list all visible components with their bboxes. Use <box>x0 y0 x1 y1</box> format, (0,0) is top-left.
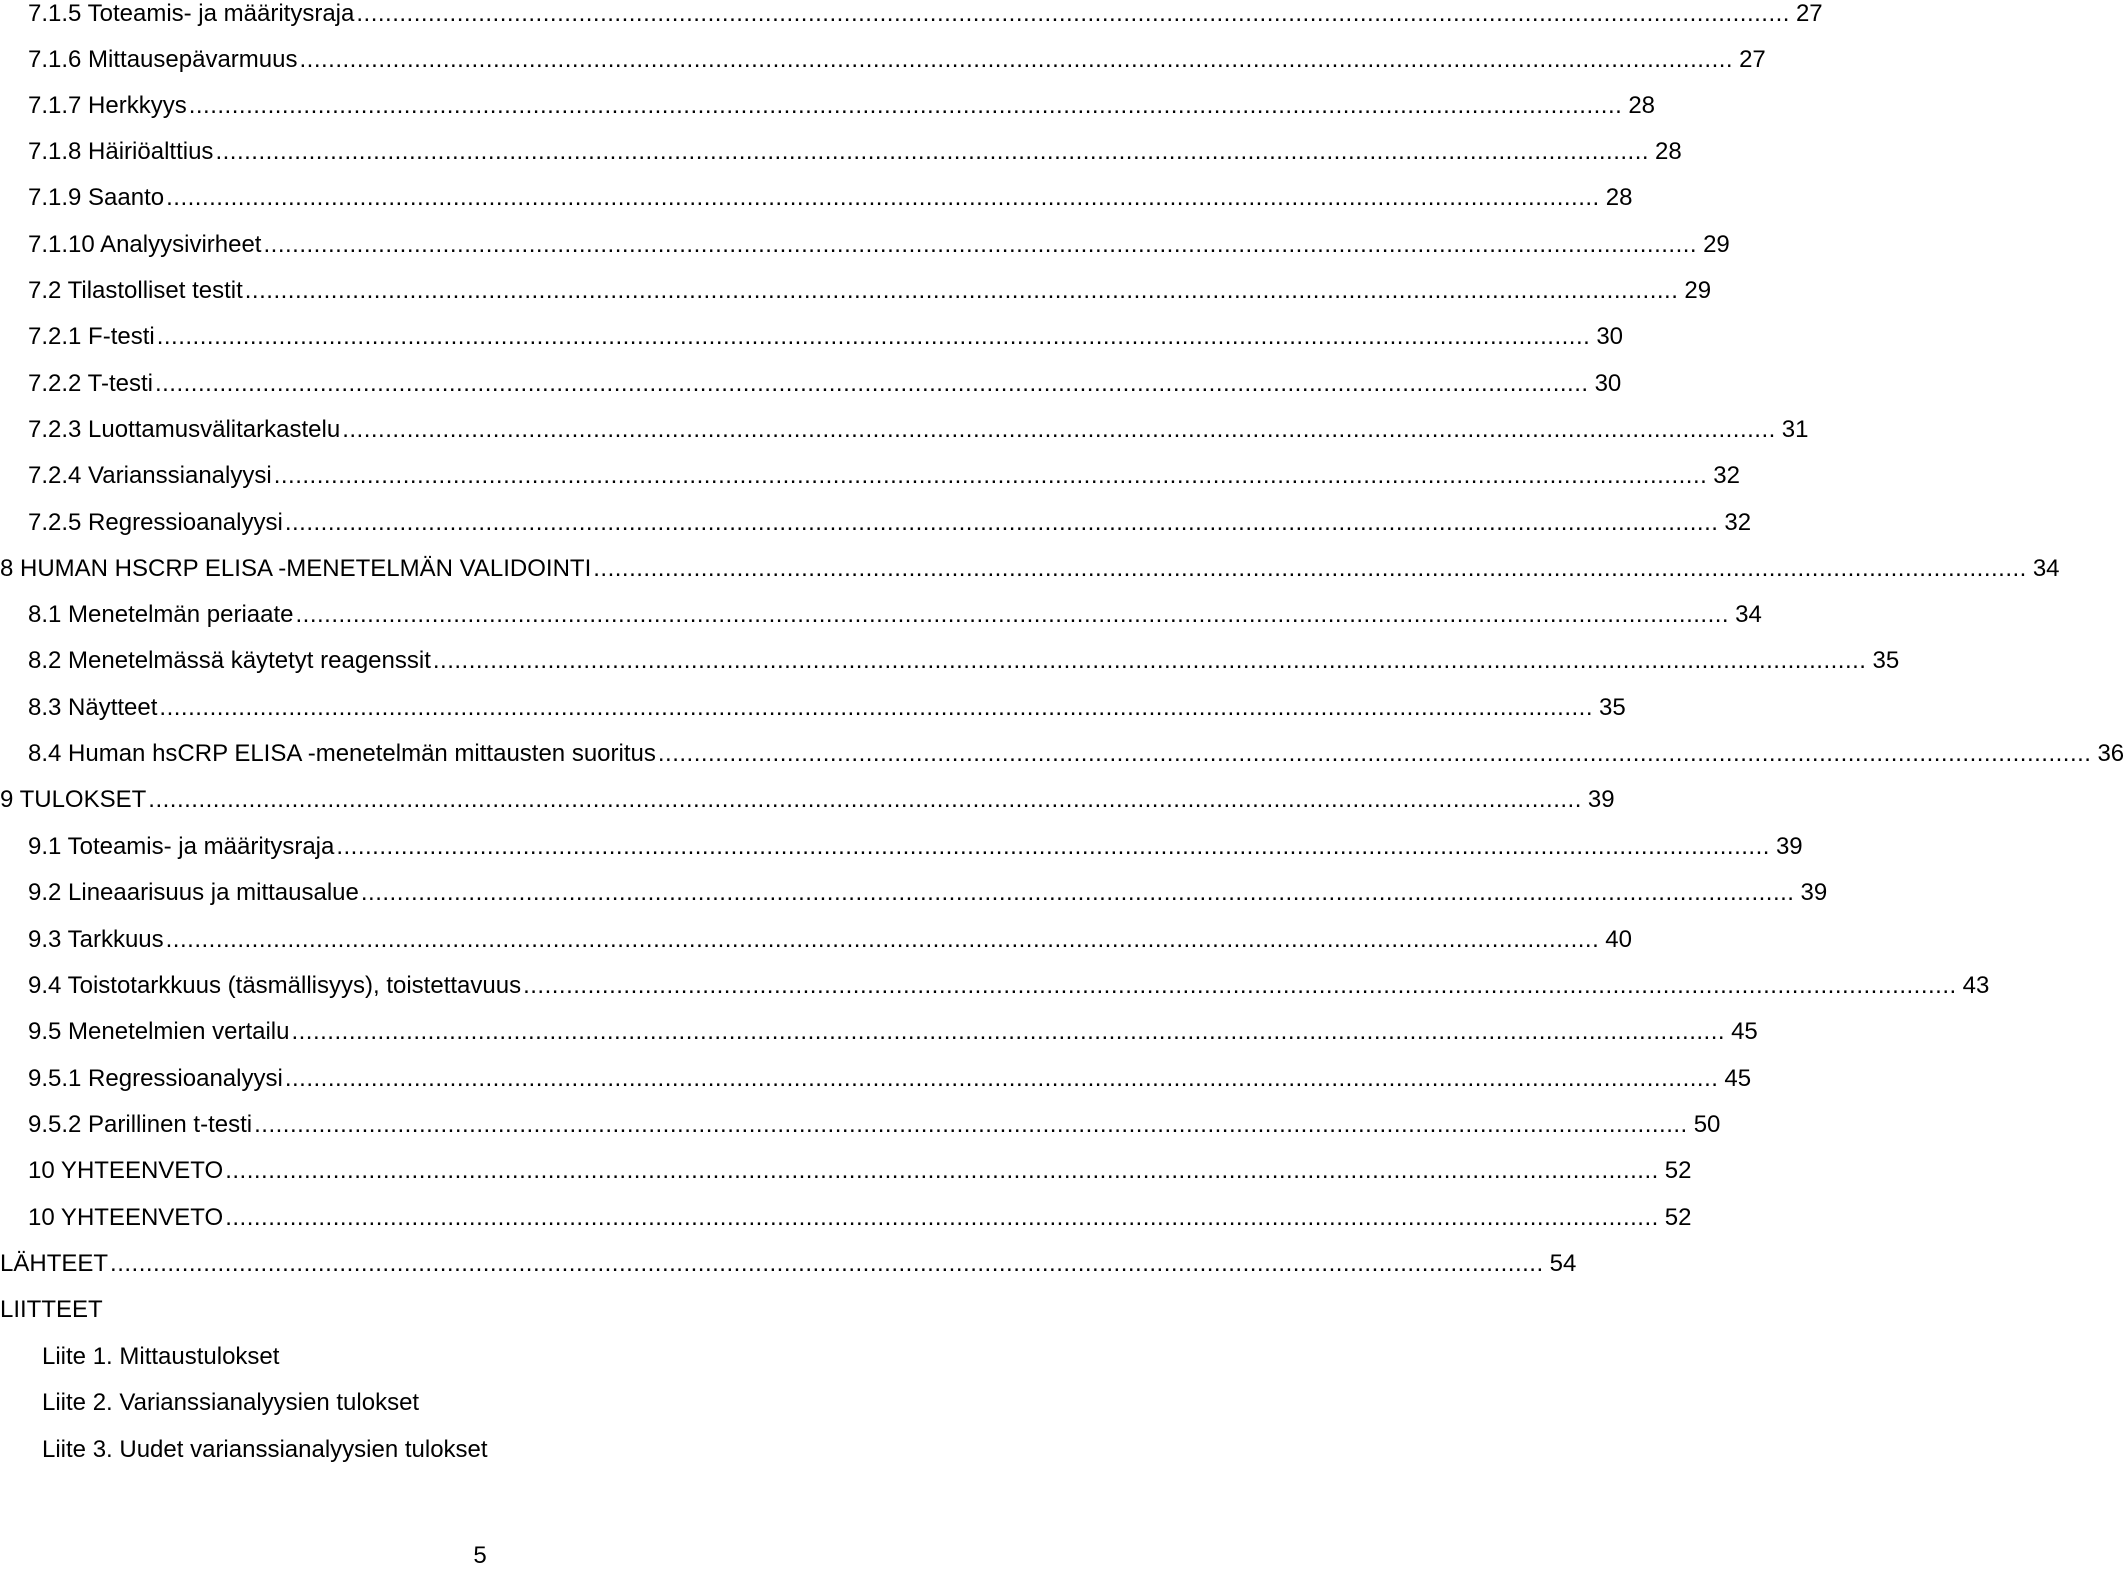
toc-entry <box>28 462 1740 494</box>
toc-entry <box>0 1250 1577 1282</box>
toc-entry-page: 34 <box>1735 601 1762 628</box>
toc-entry-label: 9.5 Menetelmien vertailu <box>28 1018 290 1045</box>
attachment-item: Liite 1. Mittaustulokset <box>42 1343 280 1370</box>
toc-entry-page: 32 <box>1713 462 1740 489</box>
toc-entry-label: LÄHTEET <box>0 1250 109 1277</box>
toc-entry-label: 9.2 Lineaarisuus ja mittausalue <box>28 879 359 906</box>
toc-entry-page: 27 <box>1739 46 1766 73</box>
toc-entry <box>28 370 1622 402</box>
dot-leader: ........................................................................................................................................................................................................ <box>523 972 1957 999</box>
toc-entry <box>28 509 1752 541</box>
toc-entry-label: 9 TULOKSET <box>0 786 147 813</box>
toc-entry-page: 39 <box>1800 879 1828 906</box>
toc-entry-page: 29 <box>1703 231 1730 258</box>
toc-entry-label: 9.3 Tarkkuus <box>28 926 164 953</box>
toc-entry-label: 7.2.1 F-testi <box>28 323 155 350</box>
dot-leader: ........................................................................................................................................................................................................ <box>225 1157 1659 1184</box>
toc-entry <box>28 46 1766 78</box>
toc-entry-page: 39 <box>1775 833 1803 860</box>
toc-entry <box>28 1157 1692 1189</box>
dot-leader: ........................................................................................................................................................................................................ <box>263 231 1698 258</box>
dot-leader: ........................................................................................................................................................................................................ <box>254 1111 1688 1138</box>
dot-leader: ........................................................................................................................................................................................................ <box>336 833 1770 860</box>
toc-entry <box>28 92 1656 124</box>
toc-entry-label: 10 YHTEENVETO <box>28 1204 224 1231</box>
dot-leader: ........................................................................................................................................................................................................ <box>148 786 1582 813</box>
toc-entry <box>28 231 1730 263</box>
dot-leader: ........................................................................................................................................................................................................ <box>273 462 1708 489</box>
dot-leader: ........................................................................................................................................................................................................ <box>154 370 1589 397</box>
toc-entry-label: 8.3 Näytteet <box>28 694 158 721</box>
toc-entry-label: 9.1 Toteamis- ja määritysraja <box>28 833 335 860</box>
toc-entry <box>28 972 1990 1004</box>
toc-entry <box>28 833 1803 865</box>
toc-entry-page: 54 <box>1549 1250 1577 1277</box>
toc-entry-page: 28 <box>1605 184 1633 211</box>
dot-leader: ........................................................................................................................................................................................................ <box>342 416 1776 443</box>
dot-leader: ........................................................................................................................................................................................................ <box>166 184 1600 211</box>
toc-entry-label: 8.1 Menetelmän periaate <box>28 601 294 628</box>
toc-entry-page: 52 <box>1664 1157 1692 1184</box>
toc-entry <box>28 1018 1758 1050</box>
toc-entry-label: 9.4 Toistotarkkuus (täsmällisyys), toistettavuus <box>28 972 522 999</box>
dot-leader: ........................................................................................................................................................................................................ <box>188 92 1623 119</box>
toc-entry <box>28 1204 1692 1236</box>
toc-entry-label: 7.2.2 T-testi <box>28 370 153 397</box>
dot-leader: ........................................................................................................................................................................................................ <box>165 926 1600 953</box>
toc-entry-page: 52 <box>1664 1204 1692 1231</box>
dot-leader: ........................................................................................................................................................................................................ <box>244 277 1679 304</box>
toc-entry-page: 32 <box>1724 509 1752 536</box>
toc-entry-label: 7.1.9 Saanto <box>28 184 165 211</box>
toc-entry-label: 7.1.10 Analyysivirheet <box>28 231 262 258</box>
toc-entry-page: 45 <box>1724 1065 1752 1092</box>
attachments-heading: LIITTEET <box>0 1296 103 1323</box>
dot-leader: ........................................................................................................................................................................................................ <box>215 138 1650 165</box>
toc-entry <box>28 879 1828 911</box>
toc-entry-page: 28 <box>1628 92 1656 119</box>
toc-entry-page: 35 <box>1872 647 1900 674</box>
toc-entry <box>28 416 1809 448</box>
toc-entry-page: 40 <box>1605 926 1632 953</box>
toc-entry <box>28 138 1682 170</box>
toc-entry-label: 8 HUMAN HSCRP ELISA -MENETELMÄN VALIDOINTI <box>0 555 592 582</box>
toc-entry <box>28 0 1823 32</box>
toc-entry <box>28 323 1624 355</box>
toc-entry-label: 9.5.2 Parillinen t-testi <box>28 1111 253 1138</box>
dot-leader: ........................................................................................................................................................................................................ <box>356 0 1790 27</box>
toc-entry-page: 30 <box>1596 323 1624 350</box>
toc-entry <box>0 786 1615 818</box>
toc-entry-label: 7.1.8 Häiriöalttius <box>28 138 214 165</box>
toc-entry-label: 7.2.5 Regressioanalyysi <box>28 509 283 536</box>
dot-leader: ........................................................................................................................................................................................................ <box>291 1018 1726 1045</box>
attachment-item: Liite 2. Varianssianalyysien tulokset <box>42 1389 420 1416</box>
dot-leader: ........................................................................................................................................................................................................ <box>284 509 1719 536</box>
toc-entry-label: 7.1.6 Mittausepävarmuus <box>28 46 298 73</box>
page-number: 5 <box>473 1542 487 1569</box>
toc-entry-page: 50 <box>1693 1111 1721 1138</box>
toc-entry-page: 31 <box>1781 416 1809 443</box>
toc-entry-label: 8.4 Human hsCRP ELISA -menetelmän mittausten suoritus <box>28 740 656 767</box>
toc-entry <box>0 555 2060 587</box>
toc-entry-page: 43 <box>1962 972 1990 999</box>
toc-entry-page: 29 <box>1684 277 1712 304</box>
toc-entry <box>28 1111 1721 1143</box>
toc-entry-label: 7.2.4 Varianssianalyysi <box>28 462 272 489</box>
dot-leader: ........................................................................................................................................................................................................ <box>432 647 1867 674</box>
dot-leader: ........................................................................................................................................................................................................ <box>225 1204 1659 1231</box>
toc-entry <box>28 601 1762 633</box>
toc-entry-label: 7.1.5 Toteamis- ja määritysraja <box>28 0 355 27</box>
toc-entry <box>28 694 1626 726</box>
dot-leader: ........................................................................................................................................................................................................ <box>159 694 1594 721</box>
toc-entry-page: 30 <box>1594 370 1622 397</box>
dot-leader: ........................................................................................................................................................................................................ <box>295 601 1730 628</box>
toc-entry-page: 35 <box>1599 694 1626 721</box>
dot-leader: ........................................................................................................................................................................................................ <box>284 1065 1719 1092</box>
dot-leader: ........................................................................................................................................................................................................ <box>360 879 1795 906</box>
toc-entry-page: 34 <box>2032 555 2060 582</box>
toc-entry-page: 28 <box>1655 138 1682 165</box>
toc-entry-label: 7.2 Tilastolliset testit <box>28 277 243 304</box>
toc-entry-label: 9.5.1 Regressioanalyysi <box>28 1065 283 1092</box>
dot-leader: ........................................................................................................................................................................................................ <box>657 740 2092 767</box>
dot-leader: ........................................................................................................................................................................................................ <box>593 555 2027 582</box>
toc-entry <box>28 647 1900 679</box>
toc-entry <box>28 926 1632 958</box>
toc-entry-page: 45 <box>1731 1018 1758 1045</box>
toc-entry-label: 7.1.7 Herkkyys <box>28 92 187 119</box>
toc-entry <box>28 277 1712 309</box>
toc-entry-label: 8.2 Menetelmässä käytetyt reagenssit <box>28 647 431 674</box>
dot-leader: ........................................................................................................................................................................................................ <box>299 46 1734 73</box>
dot-leader: ........................................................................................................................................................................................................ <box>110 1250 1544 1277</box>
toc-entry <box>28 1065 1752 1097</box>
toc-entry <box>28 184 1633 216</box>
attachment-item: Liite 3. Uudet varianssianalyysien tulokset <box>42 1436 488 1463</box>
toc-entry-page: 27 <box>1795 0 1823 27</box>
toc-entry <box>28 740 2124 772</box>
toc-entry-label: 10 YHTEENVETO <box>28 1157 224 1184</box>
toc-entry-label: 7.2.3 Luottamusvälitarkastelu <box>28 416 341 443</box>
toc-entry-page: 36 <box>2097 740 2124 767</box>
dot-leader: ........................................................................................................................................................................................................ <box>156 323 1591 350</box>
toc-entry-page: 39 <box>1587 786 1615 813</box>
